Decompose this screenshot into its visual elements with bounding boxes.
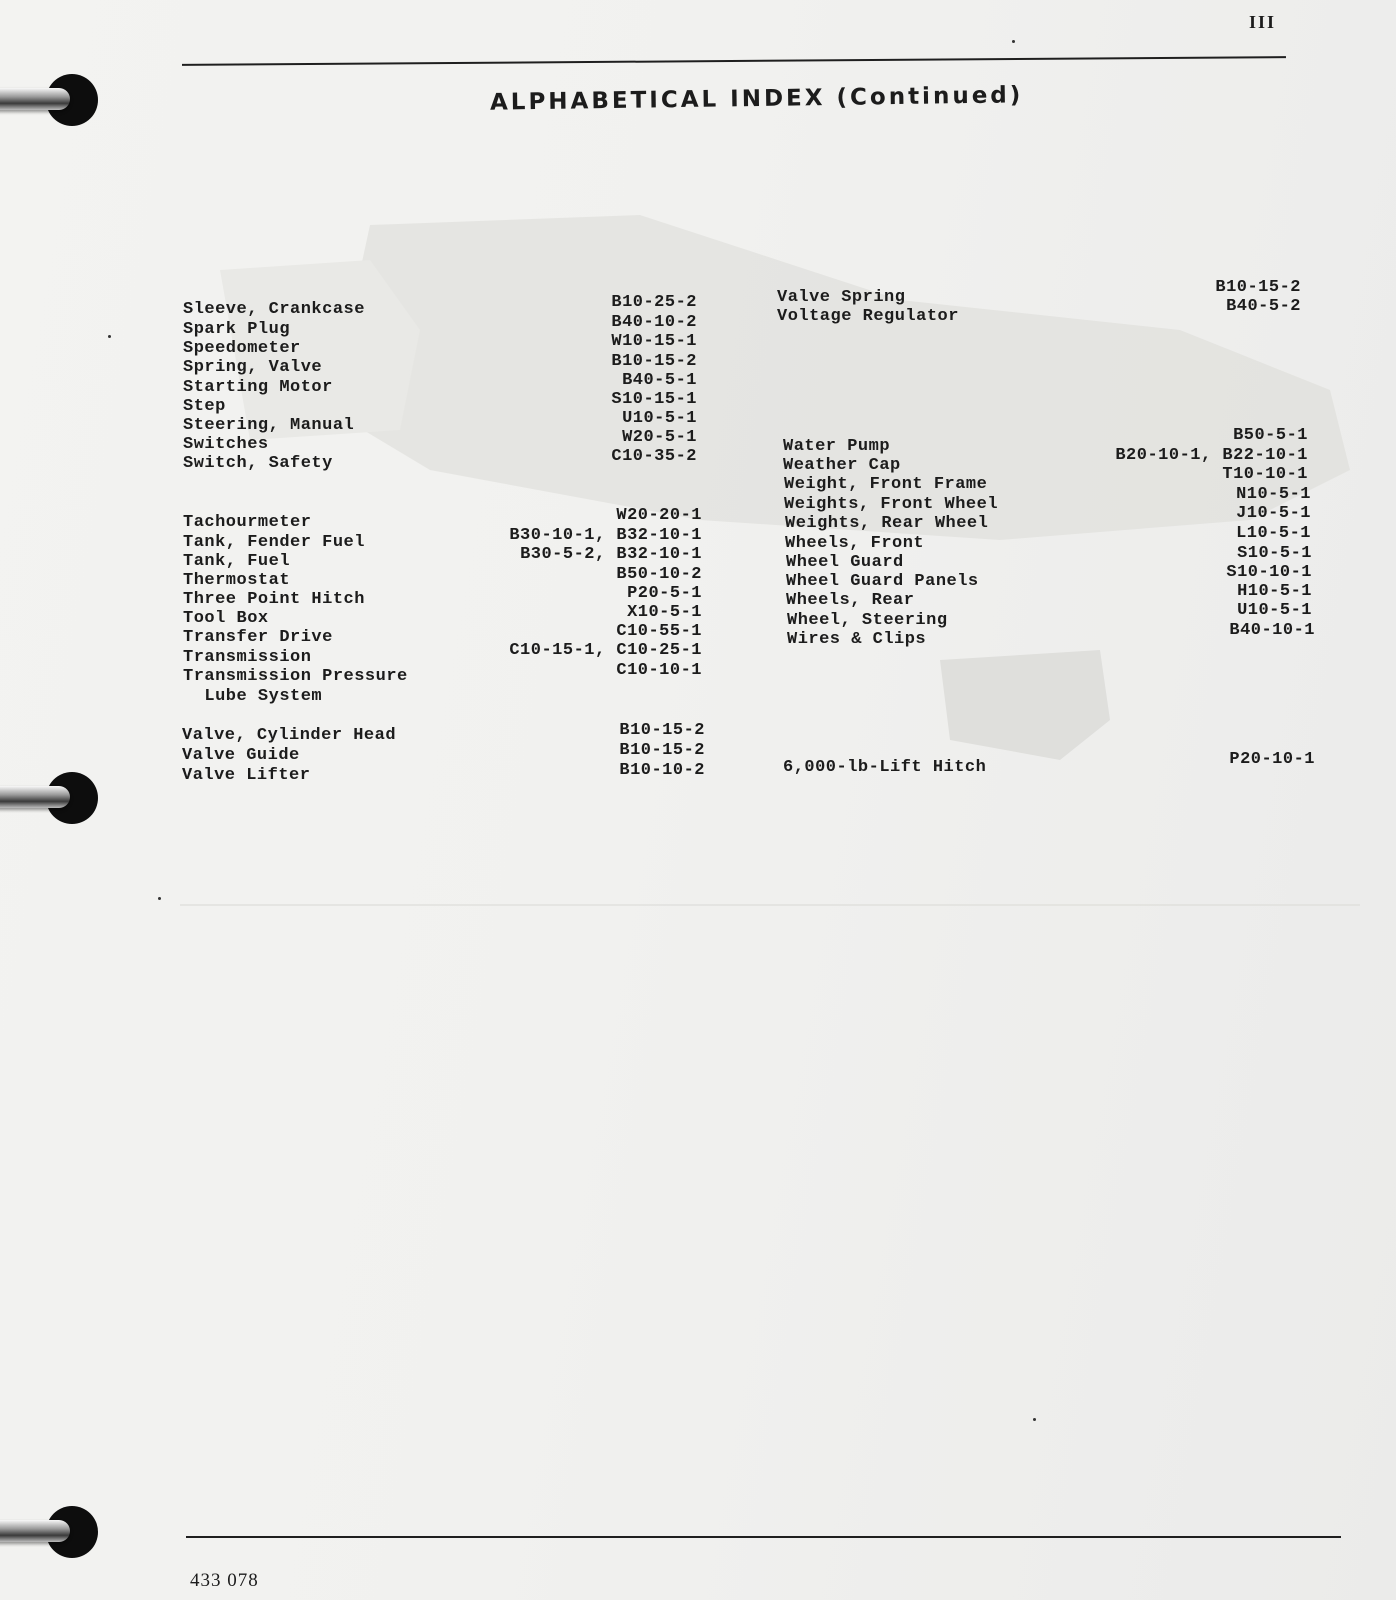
index-label: Starting Motor — [183, 378, 333, 397]
index-label: Spring, Valve — [183, 358, 323, 377]
index-code: C10-35-2 — [611, 447, 697, 466]
index-label: Weights, Rear Wheel — [785, 514, 989, 533]
index-code: C10-10-1 — [616, 661, 702, 680]
index-label: Weather Cap — [783, 456, 901, 475]
index-label: 6,000-lb-Lift Hitch — [783, 758, 987, 777]
index-label: Transmission Pressure — [183, 667, 408, 686]
index-label: Valve Guide — [182, 746, 300, 765]
document-number: 433 078 — [190, 1570, 259, 1591]
index-label: Tool Box — [183, 609, 269, 628]
index-label: Weight, Front Frame — [784, 475, 988, 494]
index-code: B20-10-1, B22-10-1 — [1115, 446, 1308, 465]
index-code: J10-5-1 — [1236, 504, 1311, 523]
index-code: B40-5-2 — [1226, 297, 1301, 316]
index-label: Wheels, Front — [785, 534, 925, 553]
index-code: B10-25-2 — [611, 293, 697, 312]
index-label: Thermostat — [183, 571, 291, 590]
index-code: B10-15-2 — [1215, 278, 1301, 297]
index-code: P20-5-1 — [627, 584, 702, 603]
index-label: Water Pump — [783, 437, 891, 456]
index-label: Wheel, Steering — [787, 611, 948, 630]
index-label: Steering, Manual — [183, 416, 355, 435]
index-label: Wheel Guard — [786, 553, 904, 572]
index-code: X10-5-1 — [627, 603, 702, 622]
speck — [158, 897, 161, 900]
index-code: L10-5-1 — [1236, 524, 1311, 543]
ring-metal — [0, 1520, 70, 1542]
index-label: Wheel Guard Panels — [786, 572, 979, 591]
index-code: C10-55-1 — [616, 622, 702, 641]
index-label: Voltage Regulator — [777, 307, 959, 326]
bottom-rule — [186, 1536, 1341, 1538]
binder-ring-bottom — [0, 1512, 100, 1552]
index-code: W20-20-1 — [616, 506, 702, 525]
index-code: B40-10-1 — [1229, 621, 1315, 640]
index-label: Weights, Front Wheel — [784, 495, 999, 514]
binder-ring-top — [0, 80, 100, 120]
index-label: Valve, Cylinder Head — [182, 726, 397, 745]
index-code: C10-15-1, C10-25-1 — [509, 641, 702, 660]
index-code: B50-10-2 — [616, 565, 702, 584]
speck — [1033, 1418, 1036, 1421]
index-label: Three Point Hitch — [183, 590, 365, 609]
index-code: B10-15-2 — [619, 741, 705, 760]
index-code: P20-10-1 — [1229, 750, 1315, 769]
index-code: S10-15-1 — [611, 390, 697, 409]
index-code: T10-10-1 — [1222, 465, 1308, 484]
binder-ring-middle — [0, 778, 100, 818]
index-code: B10-15-2 — [611, 352, 697, 371]
index-label: Tank, Fuel — [183, 552, 291, 571]
index-label: Step — [183, 397, 226, 416]
page-number: III — [1248, 12, 1276, 32]
index-label: Transmission — [183, 648, 312, 667]
index-label: Transfer Drive — [183, 628, 333, 647]
index-code: W10-15-1 — [611, 332, 697, 351]
index-label: Spark Plug — [183, 320, 291, 339]
page-title: ALPHABETICAL INDEX (Continued) — [489, 82, 1024, 116]
speck — [108, 335, 111, 338]
index-label: Tank, Fender Fuel — [183, 533, 365, 552]
ring-metal — [0, 786, 70, 808]
index-label: Switch, Safety — [183, 454, 333, 473]
index-code: S10-10-1 — [1226, 563, 1312, 582]
index-code: B40-5-1 — [622, 371, 697, 390]
index-label: Tachourmeter — [183, 513, 312, 532]
index-label: Sleeve, Crankcase — [183, 300, 365, 319]
index-label: Wheels, Rear — [786, 591, 915, 610]
index-code: S10-5-1 — [1237, 544, 1312, 563]
index-label: Speedometer — [183, 339, 301, 358]
index-code: H10-5-1 — [1237, 582, 1312, 601]
index-code: U10-5-1 — [1237, 601, 1312, 620]
index-code: B30-10-1, B32-10-1 — [509, 526, 702, 545]
index-label: Lube System — [183, 687, 323, 706]
index-code: U10-5-1 — [622, 409, 697, 428]
index-code: B40-10-2 — [611, 313, 697, 332]
index-code: B50-5-1 — [1233, 426, 1308, 445]
ring-metal — [0, 88, 70, 110]
index-code: B10-15-2 — [619, 721, 705, 740]
speck — [1012, 40, 1015, 43]
index-code: W20-5-1 — [622, 428, 697, 447]
index-label: Valve Lifter — [182, 766, 311, 785]
index-code: B30-5-2, B32-10-1 — [520, 545, 702, 564]
index-label: Wires & Clips — [787, 630, 927, 649]
index-label: Switches — [183, 435, 269, 454]
index-code: B10-10-2 — [619, 761, 705, 780]
index-label: Valve Spring — [777, 288, 906, 307]
index-code: N10-5-1 — [1236, 485, 1311, 504]
